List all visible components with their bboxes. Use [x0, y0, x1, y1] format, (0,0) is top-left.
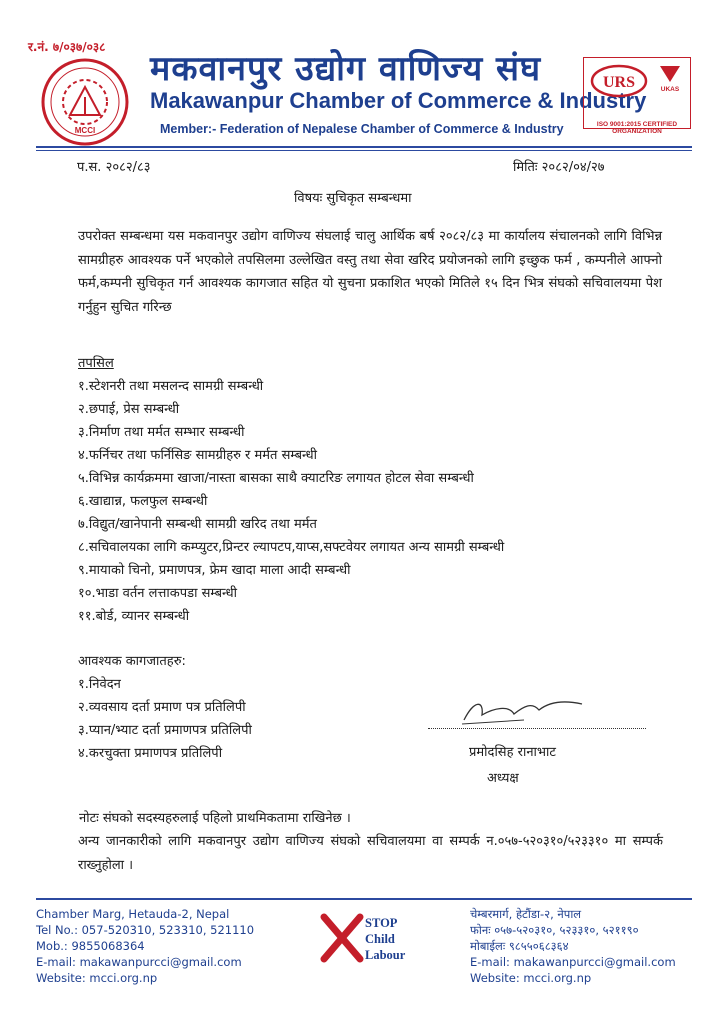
- registration-number: र.नं. ७/०३७/०३८: [28, 40, 106, 54]
- footer-address-english: [36, 906, 254, 986]
- stop-line: STOP: [365, 916, 398, 930]
- stop-child-labour-x-icon: [320, 913, 364, 963]
- document-item: १.निवेदन: [78, 677, 121, 692]
- list-item: १.स्टेशनरी तथा मसलन्द सामग्री सम्बन्धी: [78, 379, 264, 394]
- letter-body: उपरोक्त सम्बन्धमा यस मकवानपुर उद्योग वाणिज्य संघलाई चालु आर्थिक बर्ष २०८२/८३ मा कार्यालय संचालनको लागि विभिन्न सामग्रीहरु आवश्यक पर्ने भएकोले तपसिलमा उल्लेखित वस्तु तथा सेवा खरिद प्रयोजनको लागि इच्छुक फर्म , कम्पनीले आफ्नो फर्म,कम्पनी सुचिकृत गर्न आवश्यक कागजात सहित यो सुचना प्रकाशित भएको मितिले १५ दिन भित्र संघको सचिवालयमा पेश गर्नुहुन सुचित गरिन्छ: [78, 229, 662, 315]
- list-item: ९.मायाको चिनो, प्रमाणपत्र, फ्रेम खादा माला आदी सम्बन्धी: [78, 563, 351, 578]
- footer-address-nepali: [470, 906, 676, 986]
- footer-line: Website: mcci.org.np: [36, 971, 158, 985]
- list-item: ३.निर्माण तथा मर्मत सम्भार सम्बन्धी: [78, 425, 245, 440]
- stop-line: Labour: [365, 948, 406, 962]
- header-divider: [36, 146, 692, 148]
- stop-child-labour-text: [365, 915, 405, 963]
- header-divider-thin: [36, 150, 692, 151]
- footer-line: Chamber Marg, Hetauda-2, Nepal: [36, 907, 230, 921]
- footer-line: चेम्बरमार्ग, हेटौंडा-२, नेपाल: [470, 907, 582, 921]
- ukas-logo: [657, 64, 683, 102]
- footer-line: Mob.: 9855068364: [36, 939, 145, 953]
- footer-line: E-mail: makawanpurcci@gmail.com: [36, 955, 242, 969]
- signatory-name: प्रमोदसिह रानाभाट: [469, 745, 556, 760]
- list-heading: तपसिल: [78, 356, 114, 371]
- list-item: ७.विद्युत/खानेपानी सम्बन्धी सामग्री खरिद तथा मर्मत: [78, 517, 317, 532]
- list-item: ६.खाद्यान्न, फलफुल सम्बन्धी: [78, 494, 208, 509]
- list-item: ४.फर्निचर तथा फर्निसिङ सामग्रीहरु र मर्मत सम्बन्धी: [78, 448, 317, 463]
- signature: [454, 690, 604, 730]
- document-item: ३.प्यान/भ्याट दर्ता प्रमाणपत्र प्रतिलिपी: [78, 723, 252, 738]
- note: नोटः संघको सदस्यहरुलाई पहिलो प्राथमिकतामा राखिनेछ ।: [79, 811, 351, 826]
- document-item: २.व्यवसाय दर्ता प्रमाण पत्र प्रतिलिपी: [78, 700, 246, 715]
- ukas-text: UKAS: [660, 86, 680, 93]
- chamber-logo: [40, 57, 130, 147]
- list-item: ११.बोर्ड, व्यानर सम्बन्धी: [78, 609, 190, 624]
- list-item: ८.सचिवालयका लागि कम्प्युटर,प्रिन्टर ल्यापटप,याप्स,सफ्टवेयर लगायत अन्य सामग्री सम्बन्धी: [78, 540, 505, 555]
- stop-line: Child: [365, 932, 395, 946]
- contact-note: अन्य जानकारीको लागि मकवानपुर उद्योग वाणिज्य संघको सचिवालयमा वा सम्पर्क न.०५७-५२०३१०/५२३३१० मा सम्पर्क राख्नुहोला ।: [78, 834, 663, 873]
- list-item: १०.भाडा वर्तन लत्ताकपडा सम्बन्धी: [78, 586, 237, 601]
- list-item: २.छपाई, प्रेस सम्बन्धी: [78, 402, 180, 417]
- org-title-nepali: मकवानपुर उद्योग वाणिज्य संघ: [150, 49, 542, 89]
- letter-date: मितिः २०८२/०४/२७: [513, 160, 605, 175]
- footer-line: E-mail: makawanpurcci@gmail.com: [470, 955, 676, 969]
- signatory-title: अध्यक्ष: [487, 771, 519, 786]
- membership-line: Member:- Federation of Nepalese Chamber of Commerce & Industry: [160, 122, 564, 136]
- reference-number: प.स. २०८२/८३: [77, 160, 151, 175]
- logo-text: MCCI: [74, 126, 96, 135]
- iso-certification-text: ISO 9001:2015 CERTIFIED ORGANIZATION: [596, 121, 678, 135]
- footer-line: Website: mcci.org.np: [470, 971, 592, 985]
- urs-logo: [590, 64, 648, 98]
- org-title-english: Makawanpur Chamber of Commerce & Industry: [150, 88, 647, 113]
- signature-line: [428, 728, 646, 729]
- footer-divider: [36, 898, 692, 900]
- list-item: ५.विभिन्न कार्यक्रममा खाजा/नास्ता बासका साथै क्याटरिङ लगायत होटल सेवा सम्बन्धी: [78, 471, 474, 486]
- letter-subject: विषयः सुचिकृत सम्बन्धमा: [294, 191, 412, 206]
- document-item: ४.करचुक्ता प्रमाणपत्र प्रतिलिपी: [78, 746, 223, 761]
- urs-logo-text: URS: [602, 74, 636, 91]
- footer-line: फोनः ०५७-५२०३१०, ५२३३१०, ५२११९०: [470, 923, 639, 937]
- footer-line: Tel No.: 057-520310, 523310, 521110: [36, 923, 255, 937]
- documents-heading: आवश्यक कागजातहरु:: [78, 654, 186, 669]
- footer-line: मोबाईलः ९८५५०६८३६४: [470, 939, 569, 953]
